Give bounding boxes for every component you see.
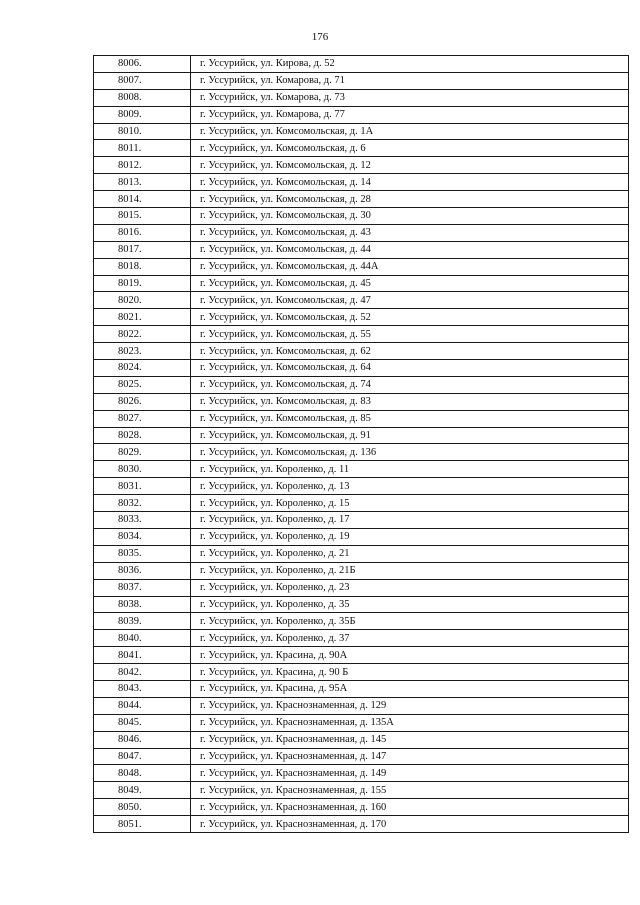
row-number-cell: 8017.	[94, 241, 191, 258]
row-number-cell: 8050.	[94, 799, 191, 816]
row-number-cell: 8006.	[94, 56, 191, 73]
table-row	[94, 360, 629, 377]
row-number-cell: 8033.	[94, 512, 191, 529]
address-cell: г. Уссурийск, ул. Комсомольская, д. 64	[191, 360, 629, 377]
row-number-cell: 8024.	[94, 360, 191, 377]
address-cell: г. Уссурийск, ул. Комсомольская, д. 30	[191, 208, 629, 225]
row-number-cell: 8039.	[94, 613, 191, 630]
address-cell: г. Уссурийск, ул. Комсомольская, д. 12	[191, 157, 629, 174]
address-cell: г. Уссурийск, ул. Комарова, д. 77	[191, 106, 629, 123]
table-row	[94, 258, 629, 275]
address-cell: г. Уссурийск, ул. Комсомольская, д. 83	[191, 393, 629, 410]
row-number-cell: 8022.	[94, 326, 191, 343]
row-number-cell: 8038.	[94, 596, 191, 613]
address-table-body	[94, 56, 629, 833]
address-cell: г. Уссурийск, ул. Короленко, д. 19	[191, 528, 629, 545]
row-number-cell: 8046.	[94, 731, 191, 748]
row-number-cell: 8036.	[94, 562, 191, 579]
row-number-cell: 8028.	[94, 427, 191, 444]
table-row	[94, 174, 629, 191]
address-table	[93, 55, 629, 833]
table-row	[94, 106, 629, 123]
address-cell: г. Уссурийск, ул. Краснознаменная, д. 160	[191, 799, 629, 816]
row-number-cell: 8026.	[94, 393, 191, 410]
row-number-cell: 8051.	[94, 816, 191, 833]
row-number-cell: 8012.	[94, 157, 191, 174]
table-row	[94, 647, 629, 664]
address-cell: г. Уссурийск, ул. Короленко, д. 21Б	[191, 562, 629, 579]
address-cell: г. Уссурийск, ул. Краснознаменная, д. 170	[191, 816, 629, 833]
table-row	[94, 613, 629, 630]
row-number-cell: 8048.	[94, 765, 191, 782]
table-row	[94, 579, 629, 596]
address-cell: г. Уссурийск, ул. Комсомольская, д. 28	[191, 191, 629, 208]
table-row	[94, 376, 629, 393]
address-cell: г. Уссурийск, ул. Комсомольская, д. 62	[191, 343, 629, 360]
table-row	[94, 157, 629, 174]
table-row	[94, 343, 629, 360]
table-row	[94, 765, 629, 782]
row-number-cell: 8025.	[94, 376, 191, 393]
table-row	[94, 89, 629, 106]
row-number-cell: 8014.	[94, 191, 191, 208]
row-number-cell: 8049.	[94, 782, 191, 799]
address-cell: г. Уссурийск, ул. Комсомольская, д. 44	[191, 241, 629, 258]
table-row	[94, 731, 629, 748]
row-number-cell: 8023.	[94, 343, 191, 360]
table-row	[94, 714, 629, 731]
table-row	[94, 208, 629, 225]
row-number-cell: 8030.	[94, 461, 191, 478]
row-number-cell: 8037.	[94, 579, 191, 596]
address-cell: г. Уссурийск, ул. Краснознаменная, д. 147	[191, 748, 629, 765]
address-cell: г. Уссурийск, ул. Краснознаменная, д. 135А	[191, 714, 629, 731]
row-number-cell: 8008.	[94, 89, 191, 106]
address-cell: г. Уссурийск, ул. Комсомольская, д. 52	[191, 309, 629, 326]
row-number-cell: 8045.	[94, 714, 191, 731]
table-row	[94, 275, 629, 292]
address-cell: г. Уссурийск, ул. Комсомольская, д. 74	[191, 376, 629, 393]
address-cell: г. Уссурийск, ул. Короленко, д. 35Б	[191, 613, 629, 630]
table-row	[94, 56, 629, 73]
table-row	[94, 309, 629, 326]
address-cell: г. Уссурийск, ул. Комарова, д. 71	[191, 72, 629, 89]
address-cell: г. Уссурийск, ул. Краснознаменная, д. 155	[191, 782, 629, 799]
table-row	[94, 528, 629, 545]
page-number: 176	[311, 31, 329, 43]
address-cell: г. Уссурийск, ул. Короленко, д. 21	[191, 545, 629, 562]
table-row	[94, 562, 629, 579]
address-cell: г. Уссурийск, ул. Комсомольская, д. 136	[191, 444, 629, 461]
address-cell: г. Уссурийск, ул. Короленко, д. 35	[191, 596, 629, 613]
table-row	[94, 123, 629, 140]
table-row	[94, 224, 629, 241]
table-row	[94, 816, 629, 833]
row-number-cell: 8027.	[94, 410, 191, 427]
address-cell: г. Уссурийск, ул. Короленко, д. 13	[191, 478, 629, 495]
table-row	[94, 140, 629, 157]
table-row	[94, 478, 629, 495]
address-cell: г. Уссурийск, ул. Короленко, д. 23	[191, 579, 629, 596]
address-cell: г. Уссурийск, ул. Краснознаменная, д. 129	[191, 697, 629, 714]
address-cell: г. Уссурийск, ул. Красина, д. 90 Б	[191, 664, 629, 681]
address-cell: г. Уссурийск, ул. Комсомольская, д. 91	[191, 427, 629, 444]
table-row	[94, 495, 629, 512]
table-row	[94, 427, 629, 444]
table-row	[94, 326, 629, 343]
row-number-cell: 8035.	[94, 545, 191, 562]
table-row	[94, 512, 629, 529]
address-cell: г. Уссурийск, ул. Краснознаменная, д. 149	[191, 765, 629, 782]
address-cell: г. Уссурийск, ул. Красина, д. 95А	[191, 680, 629, 697]
row-number-cell: 8011.	[94, 140, 191, 157]
address-cell: г. Уссурийск, ул. Комарова, д. 73	[191, 89, 629, 106]
address-cell: г. Уссурийск, ул. Комсомольская, д. 44А	[191, 258, 629, 275]
table-row	[94, 410, 629, 427]
row-number-cell: 8021.	[94, 309, 191, 326]
address-cell: г. Уссурийск, ул. Комсомольская, д. 43	[191, 224, 629, 241]
row-number-cell: 8031.	[94, 478, 191, 495]
row-number-cell: 8015.	[94, 208, 191, 225]
address-cell: г. Уссурийск, ул. Комсомольская, д. 1А	[191, 123, 629, 140]
table-row	[94, 596, 629, 613]
table-row	[94, 664, 629, 681]
address-cell: г. Уссурийск, ул. Короленко, д. 15	[191, 495, 629, 512]
row-number-cell: 8029.	[94, 444, 191, 461]
table-row	[94, 191, 629, 208]
row-number-cell: 8042.	[94, 664, 191, 681]
address-cell: г. Уссурийск, ул. Комсомольская, д. 55	[191, 326, 629, 343]
address-cell: г. Уссурийск, ул. Короленко, д. 37	[191, 630, 629, 647]
table-row	[94, 444, 629, 461]
address-cell: г. Уссурийск, ул. Короленко, д. 11	[191, 461, 629, 478]
address-cell: г. Уссурийск, ул. Красина, д. 90А	[191, 647, 629, 664]
row-number-cell: 8034.	[94, 528, 191, 545]
address-cell: г. Уссурийск, ул. Кирова, д. 52	[191, 56, 629, 73]
address-cell: г. Уссурийск, ул. Краснознаменная, д. 145	[191, 731, 629, 748]
row-number-cell: 8032.	[94, 495, 191, 512]
table-row	[94, 697, 629, 714]
address-cell: г. Уссурийск, ул. Комсомольская, д. 45	[191, 275, 629, 292]
row-number-cell: 8040.	[94, 630, 191, 647]
row-number-cell: 8016.	[94, 224, 191, 241]
row-number-cell: 8043.	[94, 680, 191, 697]
row-number-cell: 8044.	[94, 697, 191, 714]
address-cell: г. Уссурийск, ул. Комсомольская, д. 85	[191, 410, 629, 427]
table-row	[94, 72, 629, 89]
row-number-cell: 8019.	[94, 275, 191, 292]
table-row	[94, 680, 629, 697]
row-number-cell: 8041.	[94, 647, 191, 664]
table-row	[94, 630, 629, 647]
address-cell: г. Уссурийск, ул. Комсомольская, д. 47	[191, 292, 629, 309]
table-row	[94, 545, 629, 562]
table-row	[94, 799, 629, 816]
address-cell: г. Уссурийск, ул. Комсомольская, д. 14	[191, 174, 629, 191]
table-row	[94, 782, 629, 799]
table-row	[94, 292, 629, 309]
row-number-cell: 8007.	[94, 72, 191, 89]
row-number-cell: 8047.	[94, 748, 191, 765]
table-row	[94, 461, 629, 478]
table-row	[94, 748, 629, 765]
row-number-cell: 8018.	[94, 258, 191, 275]
row-number-cell: 8010.	[94, 123, 191, 140]
row-number-cell: 8013.	[94, 174, 191, 191]
row-number-cell: 8009.	[94, 106, 191, 123]
address-cell: г. Уссурийск, ул. Комсомольская, д. 6	[191, 140, 629, 157]
table-row	[94, 241, 629, 258]
table-row	[94, 393, 629, 410]
row-number-cell: 8020.	[94, 292, 191, 309]
address-cell: г. Уссурийск, ул. Короленко, д. 17	[191, 512, 629, 529]
